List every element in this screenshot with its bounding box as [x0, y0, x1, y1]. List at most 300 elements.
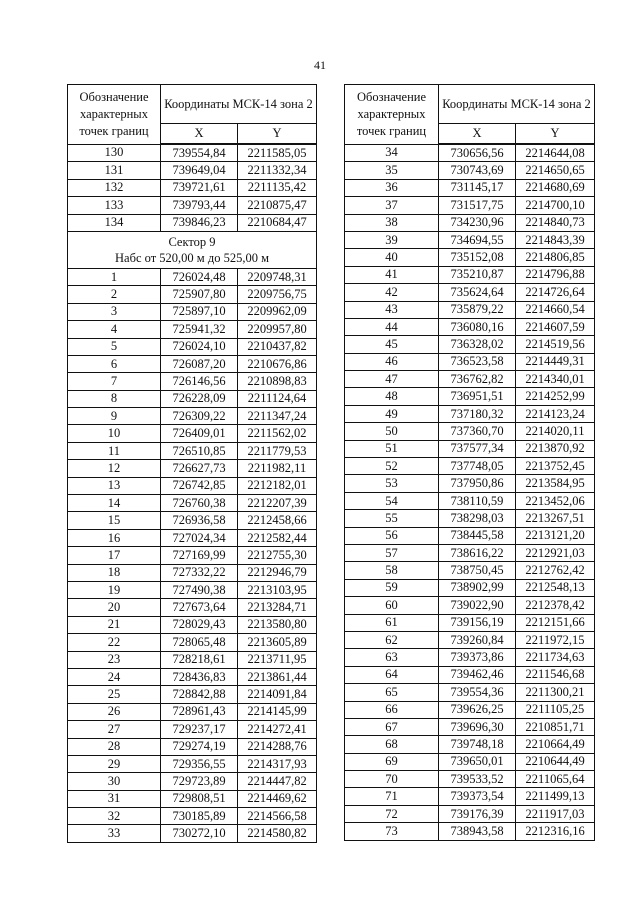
y-coordinate-cell: 2212755,30: [238, 547, 317, 564]
table-row: [345, 423, 595, 440]
y-coordinate-cell: 2213861,44: [238, 668, 317, 685]
y-coordinate-cell: 2212762,42: [516, 562, 595, 579]
point-number-cell: 21: [68, 616, 161, 633]
x-coordinate-cell: 729274,19: [161, 738, 238, 755]
table-row: [345, 771, 595, 788]
y-coordinate-cell: 2212582,44: [238, 529, 317, 546]
table-row: [345, 336, 595, 353]
table-row: [345, 249, 595, 266]
point-number-cell: 67: [345, 718, 439, 735]
point-number-cell: 57: [345, 544, 439, 561]
point-number-cell: 16: [68, 529, 161, 546]
y-coordinate-cell: 2210644,49: [516, 753, 595, 770]
y-coordinate-cell: 2214840,73: [516, 214, 595, 231]
header-point-designation: Обозначение характерных точек границ: [68, 85, 161, 145]
x-coordinate-cell: 731145,17: [439, 179, 516, 196]
point-number-cell: 64: [345, 666, 439, 683]
y-coordinate-cell: 2211135,42: [238, 179, 317, 196]
x-coordinate-cell: 738445,58: [439, 527, 516, 544]
table-row: [68, 547, 317, 564]
y-coordinate-cell: 2211332,34: [238, 162, 317, 179]
x-coordinate-cell: 728065,48: [161, 634, 238, 651]
x-coordinate-cell: 726510,85: [161, 442, 238, 459]
y-coordinate-cell: 2210898,83: [238, 373, 317, 390]
point-number-cell: 6: [68, 355, 161, 372]
y-coordinate-cell: 2212151,66: [516, 614, 595, 631]
x-coordinate-cell: 739156,19: [439, 614, 516, 631]
y-coordinate-cell: 2214252,99: [516, 388, 595, 405]
y-coordinate-cell: 2211499,13: [516, 788, 595, 805]
point-number-cell: 35: [345, 162, 439, 179]
y-coordinate-cell: 2214796,88: [516, 266, 595, 283]
table-row: [345, 631, 595, 648]
table-row: [68, 651, 317, 668]
y-coordinate-cell: 2213605,89: [238, 634, 317, 651]
x-coordinate-cell: 738110,59: [439, 492, 516, 509]
table-row: [345, 179, 595, 196]
table-row: [68, 162, 317, 179]
x-coordinate-cell: 731517,75: [439, 197, 516, 214]
point-number-cell: 53: [345, 475, 439, 492]
point-number-cell: 133: [68, 197, 161, 214]
y-coordinate-cell: 2214580,82: [238, 825, 317, 842]
sector-cell: [68, 231, 317, 268]
x-coordinate-cell: 727169,99: [161, 547, 238, 564]
table-row: [68, 477, 317, 494]
table-row: [345, 701, 595, 718]
point-number-cell: 23: [68, 651, 161, 668]
y-coordinate-cell: 2214123,24: [516, 405, 595, 422]
y-coordinate-cell: 2212182,01: [238, 477, 317, 494]
y-coordinate-cell: 2212378,42: [516, 597, 595, 614]
x-coordinate-cell: 726309,22: [161, 408, 238, 425]
table-row: [68, 599, 317, 616]
point-number-cell: 42: [345, 284, 439, 301]
point-number-cell: 61: [345, 614, 439, 631]
point-number-cell: 2: [68, 286, 161, 303]
point-number-cell: 5: [68, 338, 161, 355]
point-number-cell: 19: [68, 581, 161, 598]
table-row: [345, 597, 595, 614]
table-row: [345, 458, 595, 475]
x-coordinate-cell: 739022,90: [439, 597, 516, 614]
table-row: [68, 460, 317, 477]
x-coordinate-cell: 728029,43: [161, 616, 238, 633]
x-coordinate-cell: 735624,64: [439, 284, 516, 301]
table-row: [345, 649, 595, 666]
x-coordinate-cell: 726146,56: [161, 373, 238, 390]
table-row: [68, 825, 317, 842]
point-number-cell: 36: [345, 179, 439, 196]
y-coordinate-cell: 2214607,59: [516, 318, 595, 335]
y-coordinate-cell: 2211105,25: [516, 701, 595, 718]
y-coordinate-cell: 2210851,71: [516, 718, 595, 735]
x-coordinate-cell: 729808,51: [161, 790, 238, 807]
x-coordinate-cell: 739533,52: [439, 771, 516, 788]
x-coordinate-cell: 738943,58: [439, 823, 516, 840]
point-number-cell: 45: [345, 336, 439, 353]
point-number-cell: 41: [345, 266, 439, 283]
y-coordinate-cell: 2209962,09: [238, 303, 317, 320]
table-row: [68, 303, 317, 320]
point-number-cell: 56: [345, 527, 439, 544]
sector-row: [68, 231, 317, 268]
point-number-cell: 17: [68, 547, 161, 564]
x-coordinate-cell: 739554,84: [161, 144, 238, 162]
point-number-cell: 1: [68, 268, 161, 285]
y-coordinate-cell: 2211734,63: [516, 649, 595, 666]
y-coordinate-cell: 2212946,79: [238, 564, 317, 581]
y-coordinate-cell: 2210437,82: [238, 338, 317, 355]
x-coordinate-cell: 739721,61: [161, 179, 238, 196]
table-row: [345, 788, 595, 805]
table-row: [68, 512, 317, 529]
point-number-cell: 54: [345, 492, 439, 509]
y-coordinate-cell: 2211917,03: [516, 805, 595, 822]
x-coordinate-cell: 730185,89: [161, 808, 238, 825]
point-number-cell: 66: [345, 701, 439, 718]
y-coordinate-cell: 2211347,24: [238, 408, 317, 425]
table-row: [68, 773, 317, 790]
point-number-cell: 52: [345, 458, 439, 475]
x-coordinate-cell: 737577,34: [439, 440, 516, 457]
table-row: [345, 492, 595, 509]
right-table-body: [345, 144, 595, 840]
x-coordinate-cell: 726627,73: [161, 460, 238, 477]
table-row: [345, 753, 595, 770]
point-number-cell: 43: [345, 301, 439, 318]
y-coordinate-cell: 2214288,76: [238, 738, 317, 755]
table-row: [68, 634, 317, 651]
header-coordinates: Координаты МСК-14 зона 2: [439, 85, 595, 124]
x-coordinate-cell: 739650,01: [439, 753, 516, 770]
sector-block: [68, 231, 317, 268]
x-coordinate-cell: 727673,64: [161, 599, 238, 616]
point-number-cell: 69: [345, 753, 439, 770]
x-coordinate-cell: 739748,18: [439, 736, 516, 753]
y-coordinate-cell: 2214091,84: [238, 686, 317, 703]
x-coordinate-cell: 729237,17: [161, 721, 238, 738]
x-coordinate-cell: 735152,08: [439, 249, 516, 266]
table-row: [345, 510, 595, 527]
table-row: [68, 790, 317, 807]
y-coordinate-cell: 2213580,80: [238, 616, 317, 633]
point-number-cell: 12: [68, 460, 161, 477]
header-coordinates: Координаты МСК-14 зона 2: [161, 85, 317, 124]
table-row: [68, 495, 317, 512]
y-coordinate-cell: 2213284,71: [238, 599, 317, 616]
point-number-cell: 29: [68, 755, 161, 772]
y-coordinate-cell: 2214700,10: [516, 197, 595, 214]
point-number-cell: 14: [68, 495, 161, 512]
point-number-cell: 20: [68, 599, 161, 616]
table-row: [68, 668, 317, 685]
point-number-cell: 34: [345, 144, 439, 162]
y-coordinate-cell: 2213267,51: [516, 510, 595, 527]
x-coordinate-cell: 739373,54: [439, 788, 516, 805]
table-row: [68, 581, 317, 598]
point-number-cell: 18: [68, 564, 161, 581]
sector-subtitle: Набс от 520,00 м до 525,00 м: [115, 250, 269, 265]
x-coordinate-cell: 729723,89: [161, 773, 238, 790]
x-coordinate-cell: 735879,22: [439, 301, 516, 318]
table-row: [345, 318, 595, 335]
point-number-cell: 63: [345, 649, 439, 666]
x-coordinate-cell: 728842,88: [161, 686, 238, 703]
header-x: X: [439, 124, 516, 145]
point-number-cell: 31: [68, 790, 161, 807]
x-coordinate-cell: 739649,04: [161, 162, 238, 179]
point-number-cell: 3: [68, 303, 161, 320]
table-row: [345, 736, 595, 753]
point-number-cell: 68: [345, 736, 439, 753]
table-row: [68, 355, 317, 372]
y-coordinate-cell: 2214469,62: [238, 790, 317, 807]
y-coordinate-cell: 2210664,49: [516, 736, 595, 753]
point-number-cell: 59: [345, 579, 439, 596]
x-coordinate-cell: 736523,58: [439, 353, 516, 370]
point-number-cell: 60: [345, 597, 439, 614]
y-coordinate-cell: 2213584,95: [516, 475, 595, 492]
x-coordinate-cell: 726760,38: [161, 495, 238, 512]
table-row: [68, 564, 317, 581]
y-coordinate-cell: 2213711,95: [238, 651, 317, 668]
table-row: [68, 321, 317, 338]
table-row: [68, 442, 317, 459]
table-row: [68, 197, 317, 214]
y-coordinate-cell: 2214726,64: [516, 284, 595, 301]
table-row: [68, 738, 317, 755]
table-row: [68, 268, 317, 285]
y-coordinate-cell: 2209748,31: [238, 268, 317, 285]
point-number-cell: 11: [68, 442, 161, 459]
point-number-cell: 58: [345, 562, 439, 579]
y-coordinate-cell: 2212458,66: [238, 512, 317, 529]
table-row: [345, 666, 595, 683]
table-row: [345, 562, 595, 579]
x-coordinate-cell: 728436,83: [161, 668, 238, 685]
x-coordinate-cell: 734230,96: [439, 214, 516, 231]
point-number-cell: 32: [68, 808, 161, 825]
x-coordinate-cell: 728218,61: [161, 651, 238, 668]
header-x: X: [161, 124, 238, 145]
y-coordinate-cell: 2214449,31: [516, 353, 595, 370]
x-coordinate-cell: 739846,23: [161, 214, 238, 231]
table-row: [68, 721, 317, 738]
x-coordinate-cell: 729356,55: [161, 755, 238, 772]
table-row: [345, 301, 595, 318]
table-row: [345, 684, 595, 701]
point-number-cell: 9: [68, 408, 161, 425]
table-row: [68, 529, 317, 546]
y-coordinate-cell: 2214020,11: [516, 423, 595, 440]
sector-title: Сектор 9: [168, 234, 216, 249]
table-row: [345, 214, 595, 231]
table-row: [68, 425, 317, 442]
x-coordinate-cell: 738298,03: [439, 510, 516, 527]
table-row: [68, 616, 317, 633]
y-coordinate-cell: 2213121,20: [516, 527, 595, 544]
point-number-cell: 25: [68, 686, 161, 703]
coordinates-table-left: [67, 84, 317, 843]
y-coordinate-cell: 2212921,03: [516, 544, 595, 561]
point-number-cell: 24: [68, 668, 161, 685]
x-coordinate-cell: 725907,80: [161, 286, 238, 303]
x-coordinate-cell: 737180,32: [439, 405, 516, 422]
x-coordinate-cell: 736762,82: [439, 371, 516, 388]
y-coordinate-cell: 2214843,39: [516, 231, 595, 248]
x-coordinate-cell: 739260,84: [439, 631, 516, 648]
x-coordinate-cell: 739373,86: [439, 649, 516, 666]
point-number-cell: 44: [345, 318, 439, 335]
table-row: [345, 805, 595, 822]
x-coordinate-cell: 726024,10: [161, 338, 238, 355]
table-row: [68, 703, 317, 720]
table-row: [345, 527, 595, 544]
y-coordinate-cell: 2214340,01: [516, 371, 595, 388]
x-coordinate-cell: 736328,02: [439, 336, 516, 353]
point-number-cell: 37: [345, 197, 439, 214]
x-coordinate-cell: 726742,85: [161, 477, 238, 494]
x-coordinate-cell: 728961,43: [161, 703, 238, 720]
table-row: [68, 408, 317, 425]
point-number-cell: 8: [68, 390, 161, 407]
table-row: [345, 353, 595, 370]
table-row: [345, 405, 595, 422]
point-number-cell: 49: [345, 405, 439, 422]
x-coordinate-cell: 739176,39: [439, 805, 516, 822]
x-coordinate-cell: 726087,20: [161, 355, 238, 372]
y-coordinate-cell: 2209957,80: [238, 321, 317, 338]
y-coordinate-cell: 2214644,08: [516, 144, 595, 162]
table-row: [345, 197, 595, 214]
x-coordinate-cell: 726936,58: [161, 512, 238, 529]
y-coordinate-cell: 2214145,99: [238, 703, 317, 720]
x-coordinate-cell: 727024,34: [161, 529, 238, 546]
point-number-cell: 134: [68, 214, 161, 231]
point-number-cell: 4: [68, 321, 161, 338]
point-number-cell: 33: [68, 825, 161, 842]
table-row: [345, 823, 595, 840]
y-coordinate-cell: 2214317,93: [238, 755, 317, 772]
y-coordinate-cell: 2211585,05: [238, 144, 317, 162]
x-coordinate-cell: 737748,05: [439, 458, 516, 475]
table-row: [345, 718, 595, 735]
x-coordinate-cell: 726409,01: [161, 425, 238, 442]
table-row: [68, 144, 317, 162]
table-row: [68, 808, 317, 825]
table-row: [68, 338, 317, 355]
point-number-cell: 38: [345, 214, 439, 231]
point-number-cell: 72: [345, 805, 439, 822]
point-number-cell: 13: [68, 477, 161, 494]
y-coordinate-cell: 2214272,41: [238, 721, 317, 738]
table-row: [68, 179, 317, 196]
point-number-cell: 65: [345, 684, 439, 701]
table-row: [68, 214, 317, 231]
table-row: [345, 266, 595, 283]
table-row: [68, 286, 317, 303]
left-table-body-top: [68, 144, 317, 231]
x-coordinate-cell: 735210,87: [439, 266, 516, 283]
x-coordinate-cell: 739696,30: [439, 718, 516, 735]
point-number-cell: 51: [345, 440, 439, 457]
point-number-cell: 47: [345, 371, 439, 388]
x-coordinate-cell: 736080,16: [439, 318, 516, 335]
x-coordinate-cell: 737360,70: [439, 423, 516, 440]
x-coordinate-cell: 734694,55: [439, 231, 516, 248]
point-number-cell: 30: [68, 773, 161, 790]
y-coordinate-cell: 2213752,45: [516, 458, 595, 475]
point-number-cell: 62: [345, 631, 439, 648]
header-y: Y: [516, 124, 595, 145]
y-coordinate-cell: 2211779,53: [238, 442, 317, 459]
x-coordinate-cell: 738616,22: [439, 544, 516, 561]
y-coordinate-cell: 2210875,47: [238, 197, 317, 214]
table-row: [345, 371, 595, 388]
y-coordinate-cell: 2214660,54: [516, 301, 595, 318]
point-number-cell: 73: [345, 823, 439, 840]
table-row: [345, 544, 595, 561]
table-row: [345, 231, 595, 248]
table-row: [68, 390, 317, 407]
y-coordinate-cell: 2211972,15: [516, 631, 595, 648]
x-coordinate-cell: 738750,45: [439, 562, 516, 579]
y-coordinate-cell: 2211562,02: [238, 425, 317, 442]
y-coordinate-cell: 2211982,11: [238, 460, 317, 477]
x-coordinate-cell: 739554,36: [439, 684, 516, 701]
header-point-designation: Обозначение характерных точек границ: [345, 85, 439, 145]
point-number-cell: 46: [345, 353, 439, 370]
x-coordinate-cell: 725941,32: [161, 321, 238, 338]
x-coordinate-cell: 726228,09: [161, 390, 238, 407]
x-coordinate-cell: 727332,22: [161, 564, 238, 581]
table-row: [345, 162, 595, 179]
x-coordinate-cell: 736951,51: [439, 388, 516, 405]
point-number-cell: 10: [68, 425, 161, 442]
y-coordinate-cell: 2214566,58: [238, 808, 317, 825]
point-number-cell: 131: [68, 162, 161, 179]
y-coordinate-cell: 2211546,68: [516, 666, 595, 683]
y-coordinate-cell: 2212207,39: [238, 495, 317, 512]
y-coordinate-cell: 2209756,75: [238, 286, 317, 303]
coordinates-table-right: [344, 84, 595, 841]
point-number-cell: 71: [345, 788, 439, 805]
y-coordinate-cell: 2211124,64: [238, 390, 317, 407]
y-coordinate-cell: 2214447,82: [238, 773, 317, 790]
y-coordinate-cell: 2213452,06: [516, 492, 595, 509]
x-coordinate-cell: 727490,38: [161, 581, 238, 598]
table-row: [345, 579, 595, 596]
x-coordinate-cell: 730272,10: [161, 825, 238, 842]
point-number-cell: 7: [68, 373, 161, 390]
y-coordinate-cell: 2214806,85: [516, 249, 595, 266]
point-number-cell: 26: [68, 703, 161, 720]
x-coordinate-cell: 739793,44: [161, 197, 238, 214]
x-coordinate-cell: 739462,46: [439, 666, 516, 683]
table-row: [68, 373, 317, 390]
point-number-cell: 15: [68, 512, 161, 529]
y-coordinate-cell: 2210676,86: [238, 355, 317, 372]
left-table-body-bottom: [68, 268, 317, 842]
x-coordinate-cell: 739626,25: [439, 701, 516, 718]
point-number-cell: 132: [68, 179, 161, 196]
table-row: [345, 475, 595, 492]
x-coordinate-cell: 738902,99: [439, 579, 516, 596]
y-coordinate-cell: 2211065,64: [516, 771, 595, 788]
y-coordinate-cell: 2211300,21: [516, 684, 595, 701]
point-number-cell: 27: [68, 721, 161, 738]
